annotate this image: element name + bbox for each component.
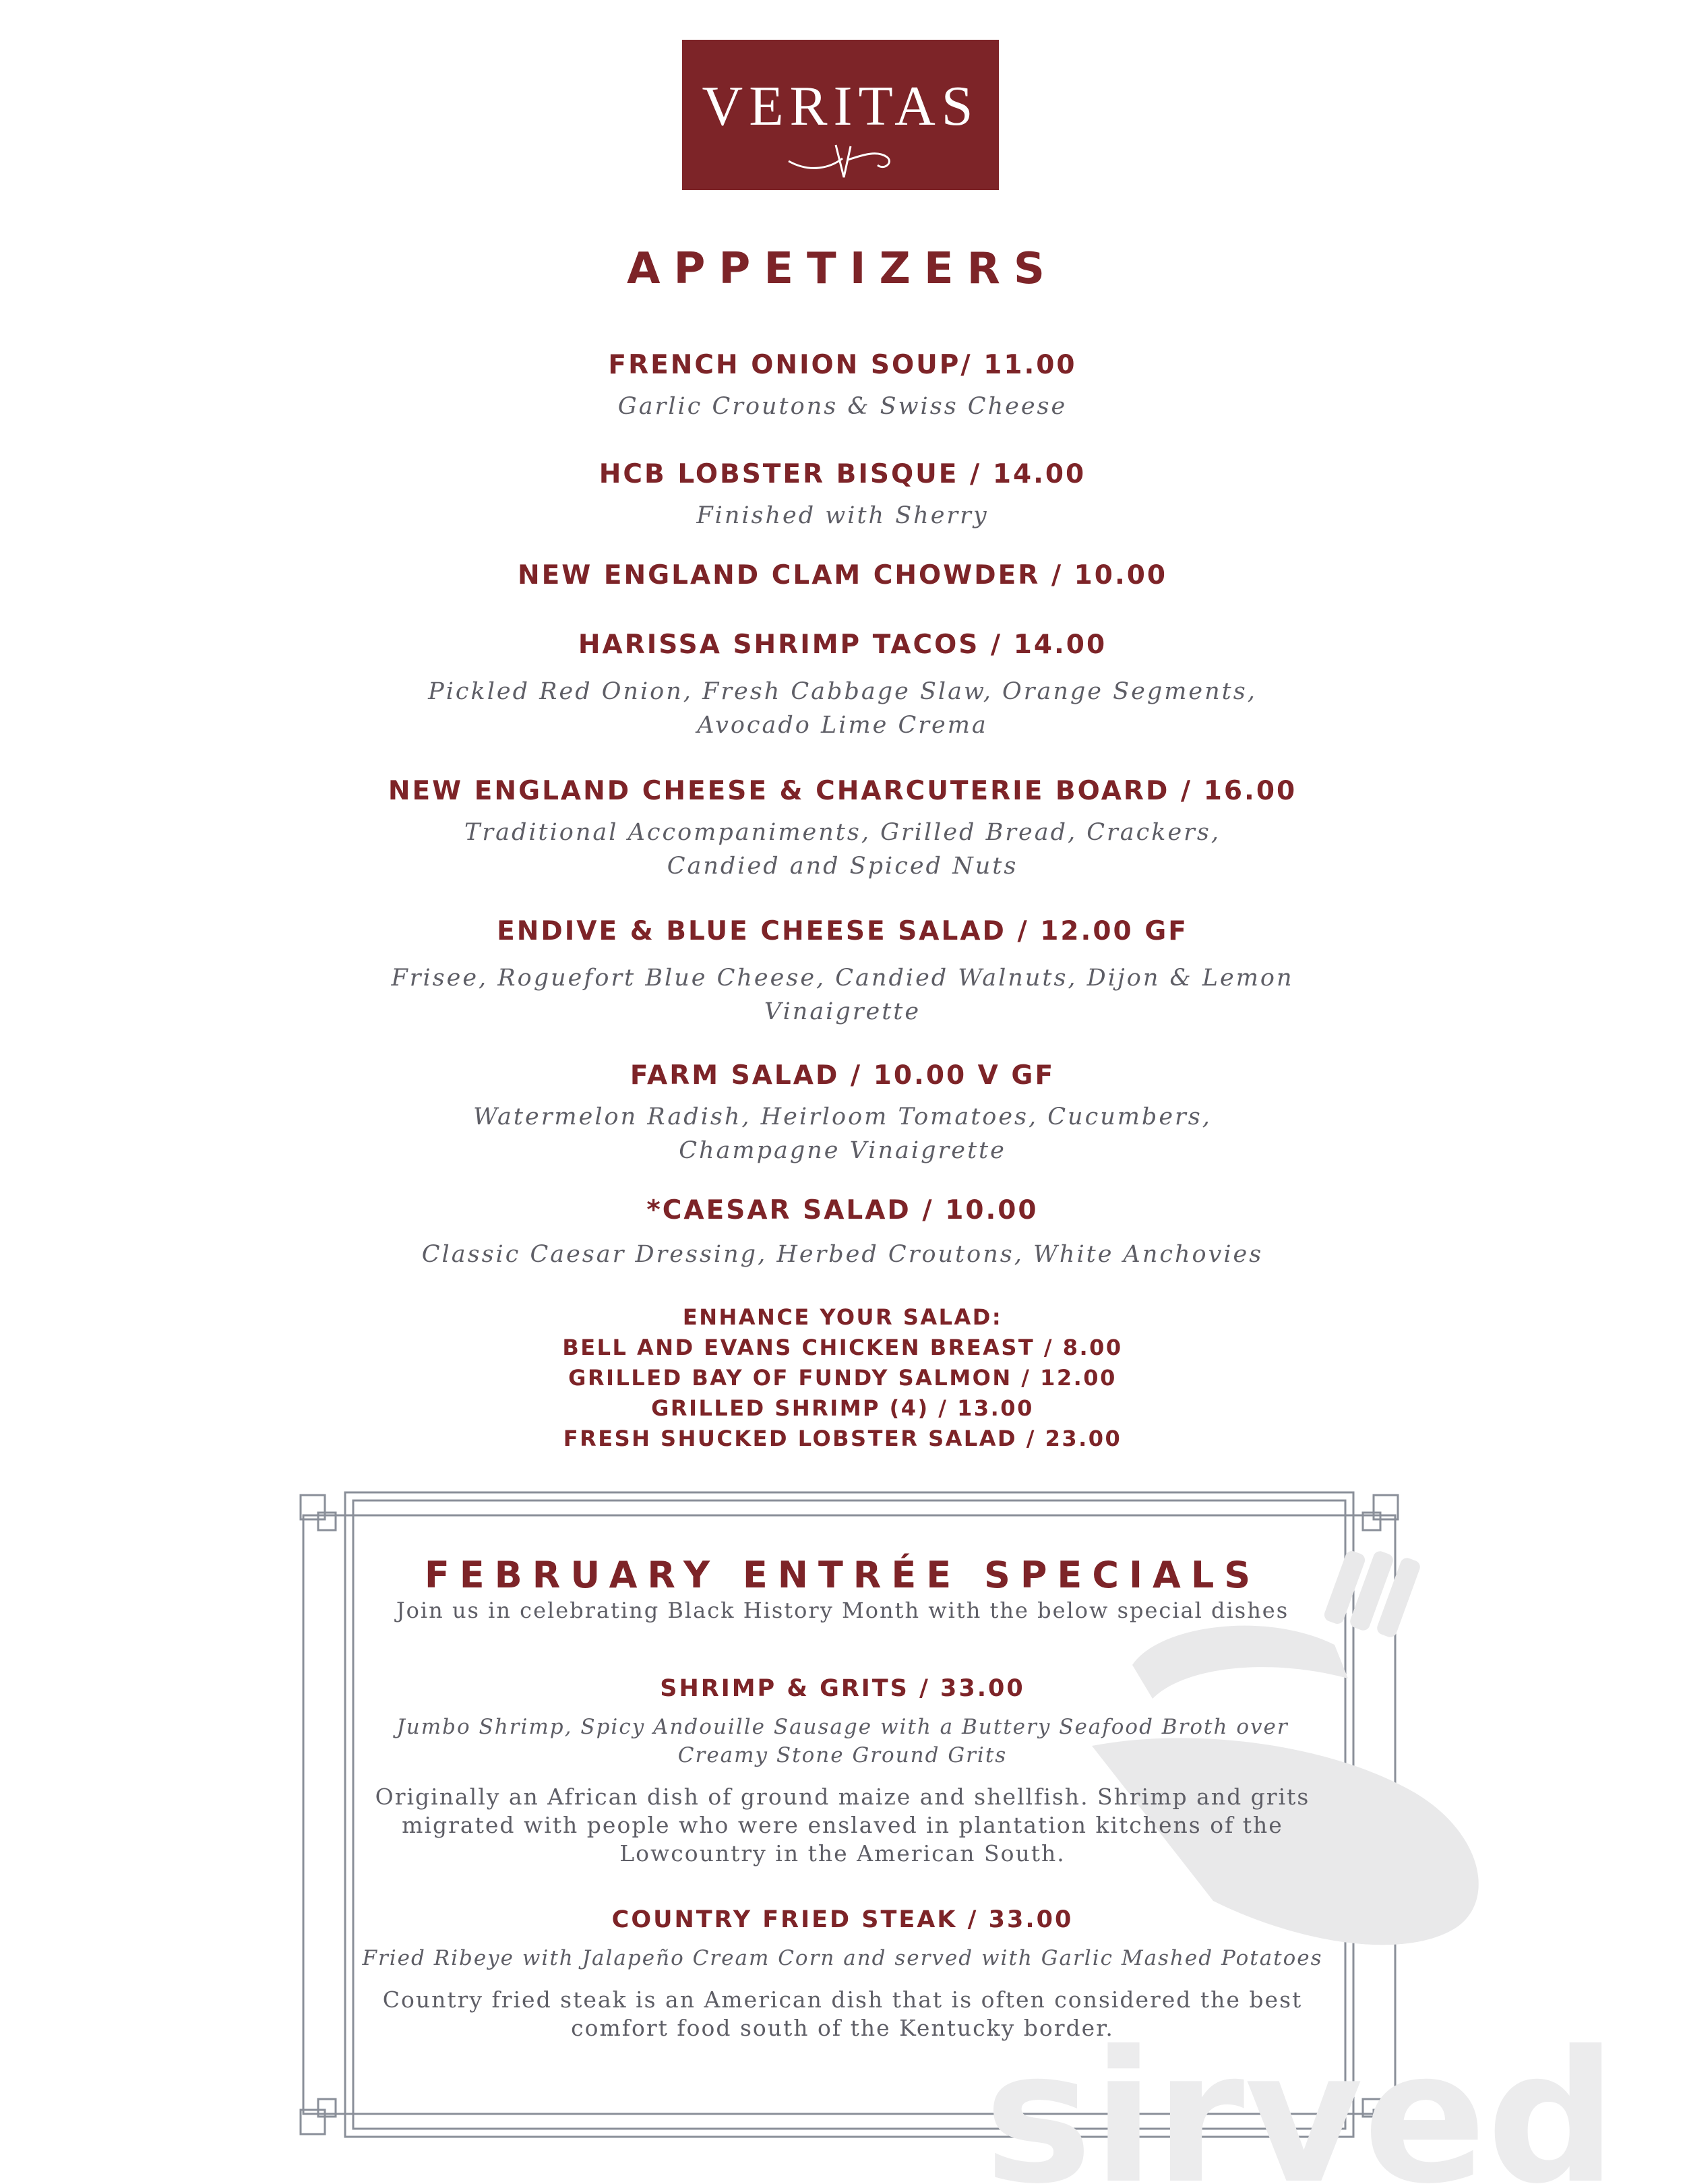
special-name: SHRIMP & GRITS / 33.00 [660, 1675, 1025, 1702]
menu-item [0, 629, 1685, 742]
menu-item [0, 349, 1685, 423]
special-description [0, 1713, 1685, 1769]
item-name: HCB LOBSTER BISQUE / 14.00 [599, 459, 1086, 489]
menu-item [0, 559, 1685, 592]
enhance-option: FRESH SHUCKED LOBSTER SALAD / 23.00 [563, 1426, 1122, 1451]
story-line: Country fried steak is an American dish that is often considered the best [382, 1986, 1303, 2013]
enhance-salad-list [0, 1302, 1685, 1454]
description-line: Jumbo Shrimp, Spicy Andouille Sausage with a Buttery Seafood Broth over [396, 1715, 1289, 1739]
enhance-option: GRILLED SHRIMP (4) / 13.00 [651, 1395, 1034, 1421]
description-line: Creamy Stone Ground Grits [677, 1743, 1008, 1767]
veritas-logo [682, 40, 999, 190]
menu-item [0, 775, 1685, 883]
enhance-option: GRILLED BAY OF FUNDY SALMON / 12.00 [568, 1365, 1117, 1391]
story-line: Originally an African dish of ground maize and shellfish. Shrimp and grits [375, 1784, 1310, 1810]
item-description: Finished with Sherry [696, 502, 989, 529]
item-description [0, 675, 1685, 742]
logo-flourish-icon [783, 141, 898, 181]
watermark-text: sirved [984, 2011, 1617, 2184]
appetizers-title: APPETIZERS [626, 244, 1059, 294]
menu-item [0, 1060, 1685, 1167]
story-line: migrated with people who were enslaved in plantation kitchens of the [402, 1812, 1283, 1838]
logo-text: VERITAS [702, 75, 979, 138]
item-description [0, 961, 1685, 1029]
item-description: Garlic Croutons & Swiss Cheese [617, 393, 1068, 420]
enhance-heading: ENHANCE YOUR SALAD: [682, 1304, 1003, 1330]
description-line: Vinaigrette [764, 998, 921, 1025]
item-name: FRENCH ONION SOUP/ 11.00 [608, 350, 1077, 380]
menu-item [0, 458, 1685, 533]
enhance-option: BELL AND EVANS CHICKEN BREAST / 8.00 [562, 1335, 1123, 1360]
item-name: NEW ENGLAND CLAM CHOWDER / 10.00 [517, 560, 1168, 590]
description-line: Traditional Accompaniments, Grilled Bread, Crackers, [464, 819, 1221, 846]
special-item [0, 1905, 1685, 2042]
description-line: Watermelon Radish, Heirloom Tomatoes, Cucumbers, [473, 1103, 1212, 1130]
description-line: Pickled Red Onion, Fresh Cabbage Slaw, Orange Segments, [428, 678, 1257, 705]
specials-title: FEBRUARY ENTRÉE SPECIALS [424, 1554, 1261, 1596]
item-name: *CAESAR SALAD / 10.00 [646, 1195, 1039, 1225]
item-name: NEW ENGLAND CHEESE & CHARCUTERIE BOARD / 16.00 [388, 776, 1297, 806]
item-name: FARM SALAD / 10.00 V GF [630, 1060, 1055, 1091]
menu-item [0, 1194, 1685, 1271]
story-line: comfort food south of the Kentucky border. [571, 2015, 1114, 2041]
description-line: Frisee, Roguefort Blue Cheese, Candied Walnuts, Dijon & Lemon [391, 965, 1294, 992]
special-item [0, 1674, 1685, 1868]
item-description [0, 1100, 1685, 1167]
special-name: COUNTRY FRIED STEAK / 33.00 [611, 1906, 1074, 1933]
item-name: HARISSA SHRIMP TACOS / 14.00 [578, 630, 1107, 660]
item-name: ENDIVE & BLUE CHEESE SALAD / 12.00 GF [497, 916, 1188, 946]
special-description: Fried Ribeye with Jalapeño Cream Corn and served with Garlic Mashed Potatoes [362, 1946, 1323, 1970]
description-line: Champagne Vinaigrette [679, 1137, 1006, 1164]
item-description: Classic Caesar Dressing, Herbed Croutons, White Anchovies [421, 1241, 1264, 1268]
special-story [0, 1986, 1685, 2042]
story-line: Lowcountry in the American South. [619, 1840, 1066, 1867]
item-description [0, 816, 1685, 883]
specials-intro: Join us in celebrating Black History Month with the below special dishes [396, 1598, 1289, 1623]
description-line: Avocado Lime Crema [697, 712, 988, 739]
special-story [0, 1783, 1685, 1868]
menu-item [0, 915, 1685, 1029]
description-line: Candied and Spiced Nuts [667, 853, 1018, 880]
